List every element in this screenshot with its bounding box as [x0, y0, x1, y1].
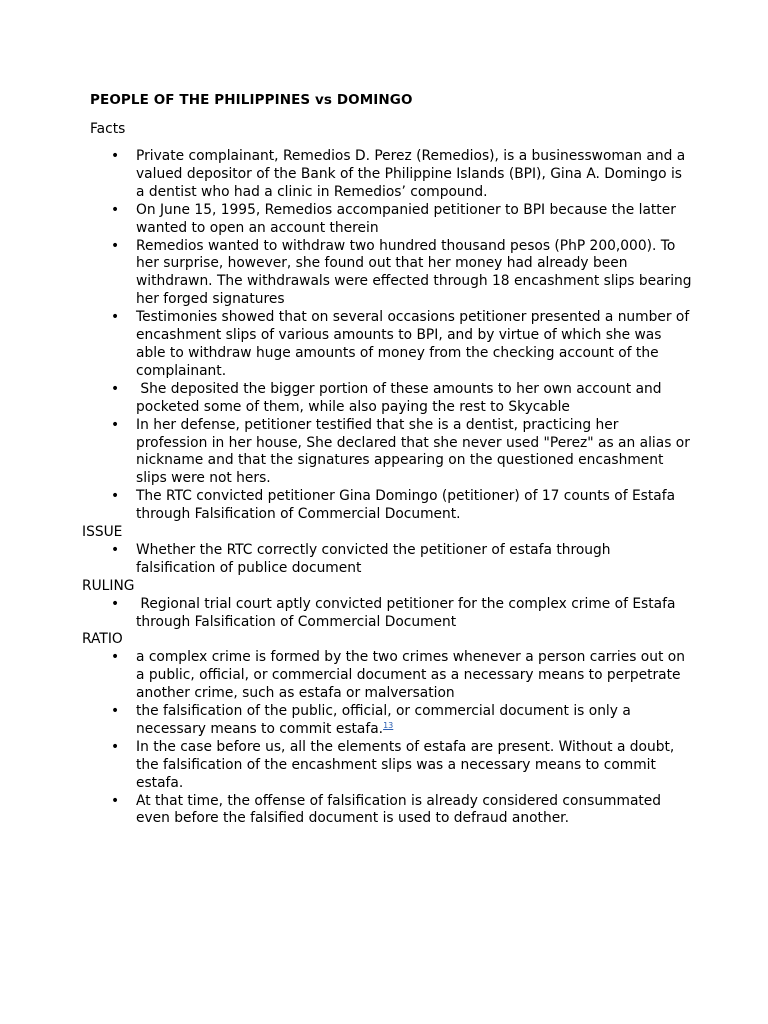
list-item [82, 596, 692, 632]
list-item-text: In her defense, petitioner testified that she is a dentist, practicing her profession in her house, She declared that she never used "Perez" as an alias or nickname and that the signatures appearing on the questioned encashment slips were not hers. [136, 416, 690, 487]
list-item [82, 793, 692, 829]
list-item [82, 703, 692, 739]
bullet-icon: • [111, 595, 120, 612]
list-item [82, 488, 692, 524]
issue-heading: ISSUE [82, 524, 123, 541]
list-item-text: The RTC convicted petitioner Gina Domingo (petitioner) of 17 counts of Estafa through Falsification of Commercial Document. [136, 488, 676, 523]
document-body [82, 148, 692, 828]
bullet-icon: • [111, 541, 120, 558]
bullet-icon: • [111, 148, 120, 164]
facts-list [82, 148, 692, 524]
ruling-heading: RULING [82, 577, 135, 594]
document-title: PEOPLE OF THE PHILIPPINES vs DOMINGO [90, 92, 413, 108]
list-item [82, 417, 692, 489]
issue-list [82, 542, 692, 578]
list-item-text: Testimonies showed that on several occasions petitioner presented a number of encashment slips of various amounts to BPI, and by virtue of which she was able to withdraw huge amounts of money from the checking account of the complainant. [136, 309, 690, 379]
bullet-icon: • [111, 380, 120, 397]
list-item [82, 238, 692, 310]
list-item [82, 202, 692, 238]
bullet-icon: • [111, 201, 120, 218]
bullet-icon: • [111, 703, 120, 720]
list-item-text: the falsification of the public, official, or commercial document is only a necessary means to commit estafa. [136, 703, 631, 737]
list-item [82, 148, 692, 202]
list-item-text: Remedios wanted to withdraw two hundred thousand pesos (PhP 200,000). To her surprise, however, she found out that her money had already been withdrawn. The withdrawals were effected through 18 encashment slips bearing her forged signatures [136, 237, 692, 308]
bullet-icon: • [111, 649, 120, 666]
ratio-list [82, 649, 692, 828]
list-item [82, 381, 692, 417]
list-item-text: On June 15, 1995, Remedios accompanied petitioner to BPI because the latter wanted to open an account therein [136, 201, 676, 236]
list-item [82, 739, 692, 793]
bullet-icon: • [111, 309, 120, 326]
facts-heading: Facts [90, 121, 126, 137]
list-item-text: Regional trial court aptly convicted petitioner for the complex crime of Estafa through Falsification of Commercial Document [136, 595, 680, 630]
ruling-list [82, 596, 692, 632]
bullet-icon: • [111, 792, 120, 809]
list-item-text: Private complainant, Remedios D. Perez (Remedios), is a businesswoman and a valued depositor of the Bank of the Philippine Islands (BPI), Gina A. Domingo is a dentist who had a clinic in Remedios’ compound. [136, 148, 686, 200]
footnote-link[interactable]: 13 [383, 720, 394, 730]
list-item-text: In the case before us, all the elements of estafa are present. Without a doubt, the falsification of the encashment slips was a necessary means to commit estafa. [136, 738, 675, 791]
bullet-icon: • [111, 738, 120, 755]
list-item-text: a complex crime is formed by the two crimes whenever a person carries out on a public, official, or commercial document as a necessary means to perpetrate another crime, such as estafa or malversation [136, 649, 685, 702]
bullet-icon: • [111, 488, 120, 505]
list-item-text: At that time, the offense of falsification is already considered consummated even before the falsified document is used to defraud another. [136, 792, 662, 827]
list-item [82, 309, 692, 381]
list-item [82, 542, 692, 578]
list-item-text: She deposited the bigger portion of these amounts to her own account and pocketed some of them, while also paying the rest to Skycable [136, 380, 666, 415]
bullet-icon: • [111, 416, 120, 433]
list-item [82, 649, 692, 703]
list-item-text: Whether the RTC correctly convicted the petitioner of estafa through falsification of publice document [136, 541, 611, 576]
bullet-icon: • [111, 237, 120, 254]
ratio-heading: RATIO [82, 631, 123, 648]
